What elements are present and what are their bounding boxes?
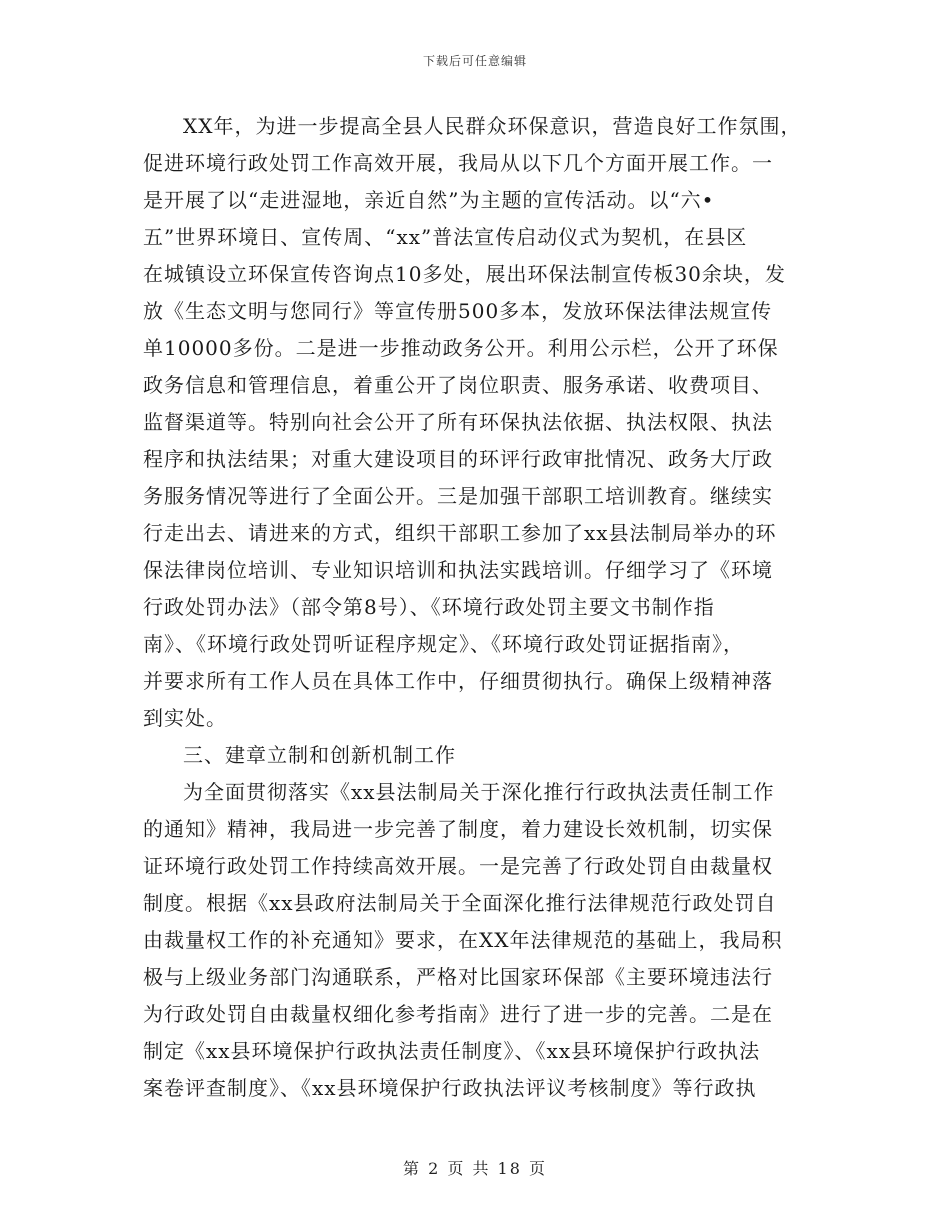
paragraph-line: 行政处罚办法》（部令第8号）、《环境行政处罚主要文书制作指 xyxy=(143,595,715,619)
paragraph-line: 为行政处罚自由裁量权细化参考指南》进行了进一步的完善。二是在 xyxy=(143,1002,773,1026)
paragraph-line: 五”世界环境日、宣传周、“xx”普法宣传启动仪式为契机，在县区 xyxy=(143,225,748,249)
paragraph-line: 监督渠道等。特别向社会公开了所有环保执法依据、执法权限、执法 xyxy=(143,410,773,434)
paragraph-line: 由裁量权工作的补充通知》要求，在XX年法律规范的基础上，我局积 xyxy=(143,928,783,952)
page-number-footer: 第 2 页 共 18 页 xyxy=(403,1159,547,1178)
paragraph-line: 为全面贯彻落实《xx县法制局关于深化推行行政执法责任制工作 xyxy=(183,780,775,804)
document-body xyxy=(143,108,823,1107)
paragraph-line: 案卷评查制度》、《xx县环境保护行政执法评议考核制度》等行政执 xyxy=(143,1076,757,1100)
paragraph-line: 证环境行政处罚工作持续高效开展。一是完善了行政处罚自由裁量权 xyxy=(143,854,773,878)
paragraph-line: XX年，为进一步提高全县人民群众环保意识，营造良好工作氛围， xyxy=(183,114,802,138)
paragraph-line: 放《生态文明与您同行》等宣传册500多本，发放环保法律法规宣传 xyxy=(143,299,773,323)
paragraph-line: 保法律岗位培训、专业知识培训和执法实践培训。仔细学习了《环境 xyxy=(143,558,773,582)
paragraph-line: 的通知》精神，我局进一步完善了制度，着力建设长效机制，切实保 xyxy=(143,817,773,841)
paragraph-line: 制度。根据《xx县政府法制局关于全面深化推行法律规范行政处罚自 xyxy=(143,891,777,915)
paragraph-line: 在城镇设立环保宣传咨询点10多处，展出环保法制宣传板30余块，发 xyxy=(143,262,786,286)
paragraph-line: 是开展了以“走进湿地，亲近自然”为主题的宣传活动。以“六• xyxy=(143,188,715,212)
page-header: 下载后可任意编辑 xyxy=(422,54,527,68)
paragraph-line: 政务信息和管理信息，着重公开了岗位职责、服务承诺、收费项目、 xyxy=(143,373,773,397)
paragraph-line: 务服务情况等进行了全面公开。三是加强干部职工培训教育。继续实 xyxy=(143,484,773,508)
paragraph-line: 极与上级业务部门沟通联系，严格对比国家环保部《主要环境违法行 xyxy=(143,965,773,989)
section-heading: 三、建章立制和创新机制工作 xyxy=(183,743,456,767)
paragraph-line: 制定《xx县环境保护行政执法责任制度》、《xx县环境保护行政执法 xyxy=(143,1039,761,1063)
paragraph-line: 南》、《环境行政处罚听证程序规定》、《环境行政处罚证据指南》， xyxy=(143,632,744,656)
paragraph-line: 并要求所有工作人员在具体工作中，仔细贯彻执行。确保上级精神落 xyxy=(143,669,773,693)
paragraph-line: 到实处。 xyxy=(143,706,227,730)
paragraph-line: 单10000多份。二是进一步推动政务公开。利用公示栏，公开了环保 xyxy=(143,336,779,360)
paragraph-line: 促进环境行政处罚工作高效开展，我局从以下几个方面开展工作。一 xyxy=(143,151,773,175)
paragraph-line: 程序和执法结果；对重大建设项目的环评行政审批情况、政务大厅政 xyxy=(143,447,773,471)
paragraph-line: 行走出去、请进来的方式，组织干部职工参加了xx县法制局举办的环 xyxy=(143,521,777,545)
